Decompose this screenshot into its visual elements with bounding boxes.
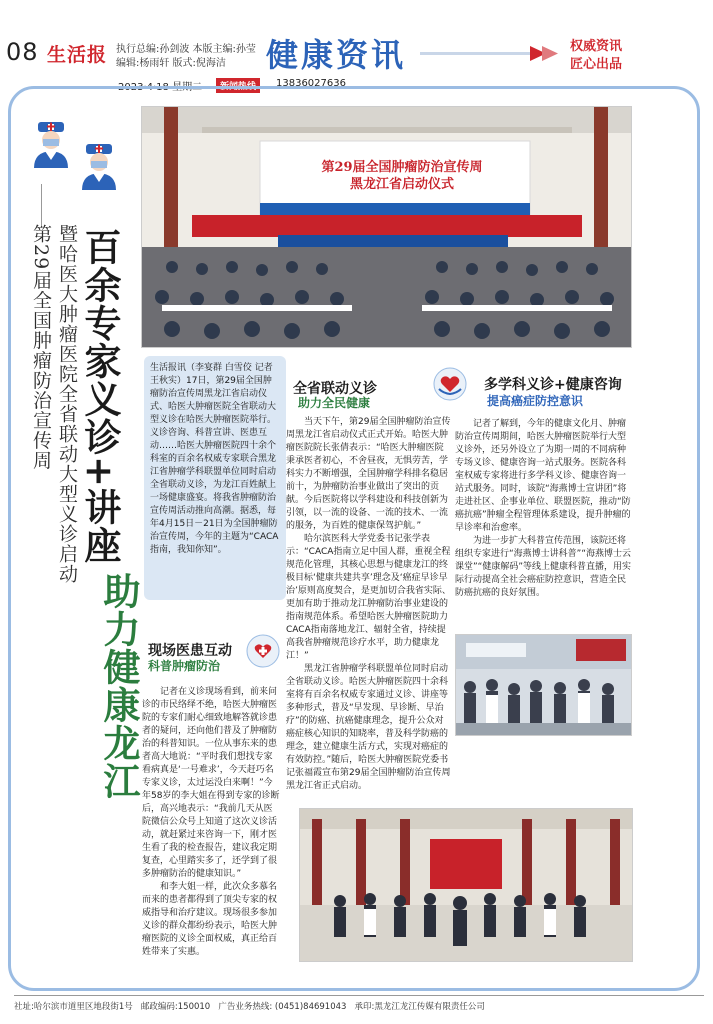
headline-accent: 助力健康龙江 bbox=[97, 572, 141, 800]
staff-line-1: 执行总编:孙剑波 本版主编:孙莹 bbox=[116, 44, 256, 55]
newspaper-logo: 生活报 bbox=[47, 44, 108, 66]
section-mid-subtitle: 助力全民健康 bbox=[298, 396, 371, 410]
staff-line-2: 编辑:杨雨轩 版式:倪海洁 bbox=[116, 58, 226, 69]
section-right-title: 多学科义诊+健康咨询 bbox=[484, 377, 622, 393]
slogan-line-2: 匠心出品 bbox=[570, 57, 623, 72]
hotline-number: 13836027636 bbox=[276, 78, 346, 89]
female-doctor-icon bbox=[30, 118, 72, 170]
section-left-paragraph: 和李大姐一样，此次众多慕名而来的患者都得到了顶尖专家的权威指导和治疗建议。现场很多参加义诊的群众都纷纷表示，哈医大肿瘤医院的义诊全面权威，真正给百姓带来了实惠。 bbox=[142, 882, 278, 957]
stage-banner-line-1: 第29届全国肿瘤防治宣传周 bbox=[321, 160, 483, 175]
heart-care-icon bbox=[246, 634, 280, 668]
headline-main: 百余专家义诊+讲座 bbox=[78, 228, 122, 565]
section-title: 健康资讯 bbox=[266, 36, 407, 74]
consultation-photo-illustration bbox=[456, 635, 631, 735]
stage-banner-line-2: 黑龙江省启动仪式 bbox=[349, 177, 454, 192]
section-left-subtitle: 科普肿瘤防治 bbox=[148, 659, 221, 673]
section-right-body bbox=[455, 418, 631, 624]
headline-subtitle-2: 第29届全国肿瘤防治宣传周 bbox=[30, 224, 52, 471]
slogan-line-1: 权威资讯 bbox=[570, 39, 623, 54]
footer-ad-phone: (0451)84691043 bbox=[274, 1002, 347, 1012]
headline-subtitle-1: 暨哈医大肿瘤医院全省联动大型义诊启动 bbox=[56, 224, 78, 584]
footer-printer: 承印:黑龙江龙江传媒有限责任公司 bbox=[354, 1002, 485, 1012]
consultation-photo bbox=[455, 634, 632, 736]
footer-address: 社址:哈尔滨市道里区地段街1号 bbox=[14, 1002, 133, 1012]
footer bbox=[14, 995, 704, 1012]
section-left-body bbox=[142, 686, 280, 976]
arrow-decoration-icon bbox=[420, 42, 560, 66]
intro-text: 生活报讯（李宴群 白雪佼 记者王秋实）17日，第29届全国肿瘤防治宣传周黑龙江省启动仪式、哈医大肿瘤医院全省联动大型义诊在哈医大肿瘤医院举行。义诊咨询、科普宣讲、医患互动……哈医大肿瘤医院四十余个科室的百余名权威专家联合黑龙江省肿瘤学科联盟单位同时启动全省联动义诊，为龙江百姓献上一场健康盛宴。将我省肿瘤防治宣传周活动推向高潮。据悉，每年4月15日－21日为全国肿瘤防治宣传周，今年的主题为“CACA指南，我知你知”。 bbox=[150, 363, 279, 555]
section-mid-title: 全省联动义诊 bbox=[293, 381, 377, 397]
experts-group-photo-illustration bbox=[300, 809, 632, 961]
section-mid-paragraph: 哈尔滨医科大学党委书记张学表示：“CACA指南立足中国人群，重视全程规范化管理，其核心思想与健康龙江的终极目标‘健康共建共享’理念及‘癌症早诊早治’原则高度契合，是更加切合我省实际、更加有助于推动龙江肿瘤防治事业建设的指南规范体系。希望哈医大肿瘤医院助力CACA指南落地龙江、辐射全省，持续提高我省肿瘤规范诊疗水平，助力健康龙江！” bbox=[286, 534, 451, 661]
intro-box bbox=[144, 356, 286, 600]
hotline-label: 新闻热线 bbox=[216, 78, 260, 93]
slogan bbox=[570, 38, 622, 74]
section-right-paragraph: 为进一步扩大科普宣传范围，该院还将组织专家进行“海燕博士讲科普”“海燕博士云课堂”“健康解码”等线上健康科普直播，用实际行动提高全社会癌症防控意识，营造全民防癌抗癌的良好氛围。 bbox=[455, 536, 631, 598]
section-mid-body bbox=[286, 416, 452, 816]
page-number: 08 bbox=[6, 38, 39, 66]
male-doctor-icon bbox=[78, 140, 120, 192]
ceremony-photo bbox=[141, 106, 632, 348]
heart-hands-icon bbox=[433, 367, 467, 401]
experts-group-photo bbox=[299, 808, 633, 962]
footer-ad-label: 广告业务热线: bbox=[218, 1002, 273, 1012]
section-left-paragraph: 记者在义诊现场看到，前来问诊的市民络绎不绝，哈医大肿瘤医院的专家们耐心细致地解答就诊患者的疑问，还向他们普及了肿瘤防治的科普知识。一位从事东来的患者高大地说：“平时我们想找专家看病真是‘一号难求’，今天赶巧名专家义诊，太过运没白来啊！”今年58岁的李大姐在得到专家的诊断后，高兴地表示：“我前几天从医院微信公众号上知道了这次义诊活动，就赶紧过来咨询一下，刚才医生看了我的检查报告，建议我定期复查，心里踏实多了，还学到了很多肿瘤防治的健康知识。” bbox=[142, 687, 280, 879]
issue-date: 2023·4·18 星期二 bbox=[118, 82, 203, 93]
ceremony-photo-illustration bbox=[142, 107, 631, 347]
section-left-title: 现场医患互动 bbox=[148, 643, 232, 659]
section-right-subtitle: 提高癌症防控意识 bbox=[487, 394, 584, 408]
headline-divider bbox=[41, 184, 42, 228]
section-mid-paragraph: 当天下午，第29届全国肿瘤防治宣传周黑龙江省启动仪式正式开始。哈医大肿瘤医院院长张倩表示：“哈医大肿瘤医院秉承医者初心，不舍昼夜，无惧劳苦，学科实力不断增强，全国肿瘤学科排名稳居前十，为肿瘤防治事业做出了突出的贡献。今后医院将以学科建设和科技创新为引领，以一流的设备、一流的技术、一流的服务，为百姓的健康保驾护航。” bbox=[286, 417, 451, 531]
footer-postcode: 邮政编码:150010 bbox=[140, 1002, 211, 1012]
section-right-paragraph: 记者了解到，今年的健康文化月、肿瘤防治宣传周期间，哈医大肿瘤医院举行大型义诊外，还另外设立了为期一周的不同病种专场义诊、健康咨询一站式服务。医院各科室权威专家将进行多学科义诊、健康咨询一站式服务。同时，该院“海燕博士宣讲团”将走进社区、企事业单位、联盟医院，推动“防癌抗癌”肿瘤全程管理体系建设，提升肿瘤的早诊率和治愈率。 bbox=[455, 419, 631, 533]
section-mid-paragraph: 黑龙江省肿瘤学科联盟单位同时启动全省联动义诊。哈医大肿瘤医院四十余科室将有百余名权威专家通过义诊、讲座等多种形式，普及“早发现、早诊断、早治疗”的防癌、抗癌健康理念，提升公众对癌症核心知识的知晓率，普及科学防癌的理念，建立健康生活方式，实现对癌症的有效防控。”随后，哈医大肿瘤医院党委书记张福霞宣布第29届全国肿瘤防治宣传周黑龙江省正式启动。 bbox=[286, 664, 451, 791]
